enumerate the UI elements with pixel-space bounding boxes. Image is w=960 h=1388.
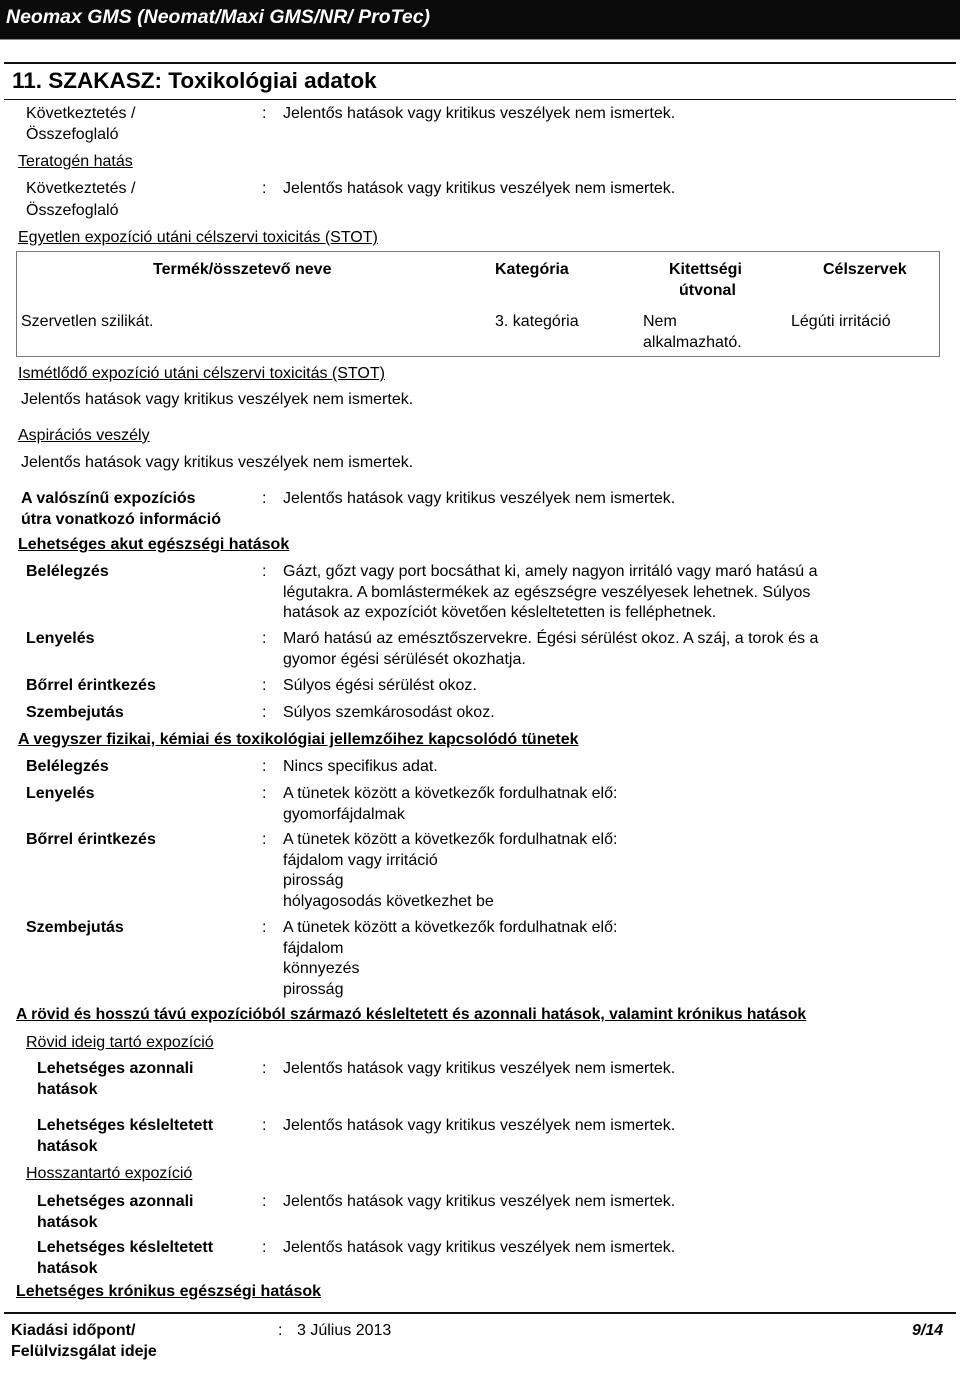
acute-eye-value: Súlyos szemkárosodást okoz. <box>283 704 495 721</box>
acute-inhalation-label: Belélegzés <box>26 563 109 580</box>
column-header-target: Célszervek <box>823 261 907 278</box>
footer-issue-date-label: Kiadási időpont/ <box>11 1322 136 1339</box>
symptoms-ingestion-line-1: A tünetek között a következők fordulhatnak elő: <box>283 785 618 802</box>
teratogen-heading: Teratogén hatás <box>18 153 133 170</box>
short-delayed-label: Lehetséges késleltetett <box>37 1117 214 1134</box>
colon: : <box>262 490 267 507</box>
symptoms-heading: A vegyszer fizikai, kémiai és toxikológiai jellemzőihez kapcsolódó tünetek <box>18 731 579 748</box>
colon: : <box>262 677 267 694</box>
acute-heading: Lehetséges akut egészségi hatások <box>18 536 290 553</box>
symptoms-eye-line-4: pirosság <box>283 981 344 998</box>
footer-date: 3 Július 2013 <box>297 1322 392 1339</box>
colon: : <box>262 1239 267 1256</box>
stot-single-heading: Egyetlen expozíció utáni célszervi toxicitás (STOT) <box>18 229 378 246</box>
colon: : <box>262 785 267 802</box>
long-immediate-label-2: hatások <box>37 1214 98 1231</box>
symptoms-inhalation-label: Belélegzés <box>26 758 109 775</box>
colon: : <box>262 704 267 721</box>
acute-inhalation-line-2: légutakra. A bomlástermékek az egészségre veszélyesek lehetnek. Súlyos <box>283 584 811 601</box>
document-header <box>0 0 960 40</box>
acute-ingestion-line-1: Maró hatású az emésztőszervekre. Égési sérülést okoz. A száj, a torok és a <box>283 630 819 647</box>
acute-eye-label: Szembejutás <box>26 704 124 721</box>
short-delayed-label-2: hatások <box>37 1138 98 1155</box>
table-cell-category: 3. kategória <box>495 313 579 330</box>
short-delayed-value: Jelentős hatások vagy kritikus veszélyek nem ismertek. <box>283 1117 676 1134</box>
acute-ingestion-line-2: gyomor égési sérülését okozhatja. <box>283 651 526 668</box>
colon: : <box>262 1193 267 1210</box>
conclusion-label-2: Összefoglaló <box>26 126 119 143</box>
symptoms-ingestion-label: Lenyelés <box>26 785 95 802</box>
footer-issue-date-label-2: Felülvizsgálat ideje <box>11 1343 157 1360</box>
long-exposure-heading: Hosszantartó expozíció <box>26 1165 193 1182</box>
long-immediate-value: Jelentős hatások vagy kritikus veszélyek nem ismertek. <box>283 1193 676 1210</box>
colon: : <box>262 180 267 197</box>
colon: : <box>278 1322 283 1339</box>
stot-repeated-heading: Ismétlődő expozíció utáni célszervi toxicitás (STOT) <box>18 365 385 382</box>
short-exposure-heading: Rövid ideig tartó expozíció <box>26 1034 214 1051</box>
acute-skin-label: Bőrrel érintkezés <box>26 677 156 694</box>
teratogen-value: Jelentős hatások vagy kritikus veszélyek nem ismertek. <box>283 180 676 197</box>
teratogen-conclusion-label: Következtetés / <box>26 180 136 197</box>
symptoms-eye-line-1: A tünetek között a következők fordulhatnak elő: <box>283 919 618 936</box>
table-cell-target: Légúti irritáció <box>791 313 891 330</box>
aspiration-heading: Aspirációs veszély <box>18 427 150 444</box>
column-header-name: Termék/összetevő neve <box>153 261 332 278</box>
page-number: 9/14 <box>912 1322 944 1339</box>
symptoms-ingestion-line-2: gyomorfájdalmak <box>283 806 405 823</box>
section-title: 11. SZAKASZ: Toxikológiai adatok <box>12 68 377 93</box>
short-immediate-value: Jelentős hatások vagy kritikus veszélyek nem ismertek. <box>283 1060 676 1077</box>
chronic-heading: Lehetséges krónikus egészségi hatások <box>16 1283 322 1300</box>
colon: : <box>262 1060 267 1077</box>
table-cell-route: Nem <box>643 313 677 330</box>
column-header-route: Kitettségi <box>669 261 742 278</box>
long-delayed-label-2: hatások <box>37 1260 98 1277</box>
colon: : <box>262 758 267 775</box>
conclusion-label: Következtetés / <box>26 105 136 122</box>
long-immediate-label: Lehetséges azonnali <box>37 1193 194 1210</box>
symptoms-eye-line-3: könnyezés <box>283 960 360 977</box>
footer-divider <box>4 1312 956 1314</box>
column-header-route-2: útvonal <box>679 282 736 299</box>
long-delayed-label: Lehetséges késleltetett <box>37 1239 214 1256</box>
teratogen-conclusion-label-2: Összefoglaló <box>26 202 119 219</box>
colon: : <box>262 630 267 647</box>
aspiration-value: Jelentős hatások vagy kritikus veszélyek nem ismertek. <box>21 454 414 471</box>
column-header-category: Kategória <box>495 261 569 278</box>
symptoms-skin-line-2: fájdalom vagy irritáció <box>283 852 438 869</box>
acute-inhalation-line-3: hatások az expozíciót követően késleltetetten is felléphetnek. <box>283 604 717 621</box>
routes-label: A valószínű expozíciós <box>21 490 196 507</box>
colon: : <box>262 563 267 580</box>
symptoms-eye-line-2: fájdalom <box>283 940 344 957</box>
colon: : <box>262 919 267 936</box>
short-immediate-label: Lehetséges azonnali <box>37 1060 194 1077</box>
symptoms-eye-label: Szembejutás <box>26 919 124 936</box>
long-delayed-value: Jelentős hatások vagy kritikus veszélyek nem ismertek. <box>283 1239 676 1256</box>
colon: : <box>262 1117 267 1134</box>
routes-value: Jelentős hatások vagy kritikus veszélyek nem ismertek. <box>283 490 676 507</box>
table-cell-name: Szervetlen szilikát. <box>21 313 154 330</box>
symptoms-skin-line-3: pirosság <box>283 872 344 889</box>
acute-skin-value: Súlyos égési sérülést okoz. <box>283 677 477 694</box>
colon: : <box>262 105 267 122</box>
conclusion-value: Jelentős hatások vagy kritikus veszélyek nem ismertek. <box>283 105 676 122</box>
stot-repeated-value: Jelentős hatások vagy kritikus veszélyek nem ismertek. <box>21 391 414 408</box>
short-immediate-label-2: hatások <box>37 1081 98 1098</box>
acute-ingestion-label: Lenyelés <box>26 630 95 647</box>
table-cell-route-2: alkalmazható. <box>643 334 742 351</box>
symptoms-skin-label: Bőrrel érintkezés <box>26 831 156 848</box>
product-title: Neomax GMS (Neomat/Maxi GMS/NR/ ProTec) <box>6 6 431 28</box>
section-header <box>4 62 956 100</box>
delayed-heading: A rövid és hosszú távú expozícióból származó késleltetett és azonnali hatások, valamint krónikus hatások <box>16 1006 807 1023</box>
routes-label-2: útra vonatkozó információ <box>21 511 222 528</box>
acute-inhalation-line-1: Gázt, gőzt vagy port bocsáthat ki, amely nagyon irritáló vagy maró hatású a <box>283 563 818 580</box>
symptoms-skin-line-4: hólyagosodás következhet be <box>283 893 494 910</box>
symptoms-inhalation-value: Nincs specifikus adat. <box>283 758 438 775</box>
symptoms-skin-line-1: A tünetek között a következők fordulhatnak elő: <box>283 831 618 848</box>
colon: : <box>262 831 267 848</box>
